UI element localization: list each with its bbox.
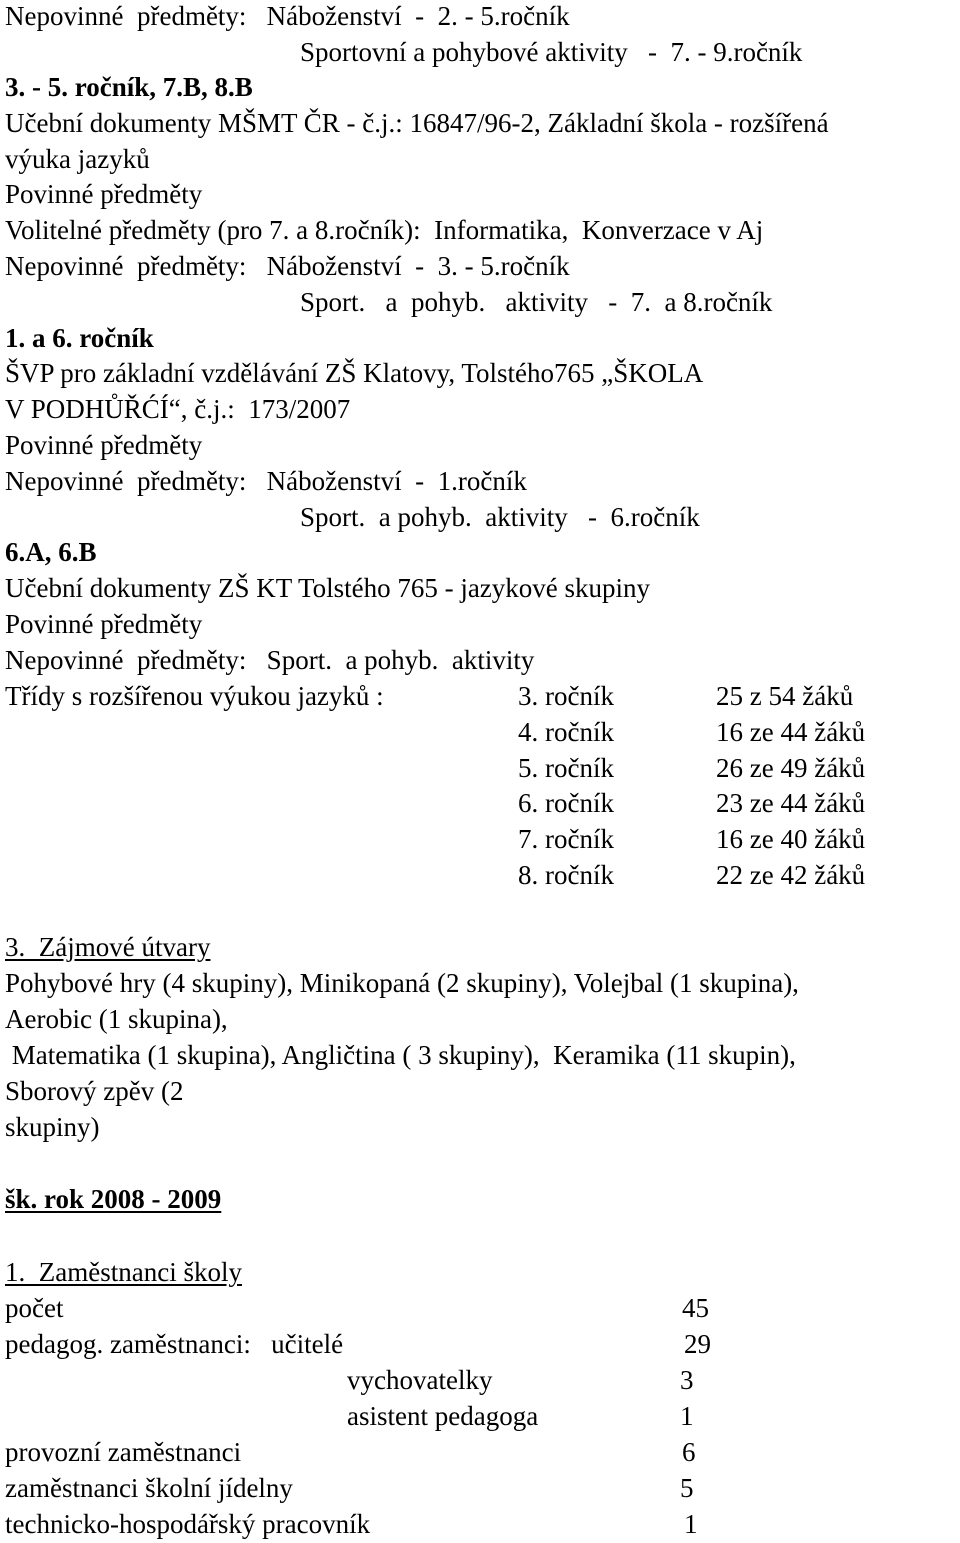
asistent-value: 1 (680, 1401, 694, 1431)
school-year-heading: šk. rok 2008 - 2009 (5, 1184, 222, 1214)
nepovinne-predmety-line: Nepovinné předměty: Náboženství - 2. - 5.ročník (5, 1, 570, 31)
tridy-zaci: 16 ze 40 žáků (716, 824, 866, 854)
zajmove-text-line: Sborový zpěv (2 (5, 1076, 184, 1106)
jidelna-label: zaměstnanci školní jídelny (5, 1473, 293, 1503)
ucebni-dokumenty-line-cont: výuka jazyků (5, 144, 150, 174)
technicko-label: technicko-hospodářský pracovník (5, 1509, 371, 1539)
pocet-value: 45 (682, 1293, 709, 1323)
tridy-rocnik: 7. ročník (518, 824, 614, 854)
ucebni-dokumenty-line: Učební dokumenty MŠMT ČR - č.j.: 16847/96-2, Základní škola - rozšířená (5, 108, 829, 138)
pedagog-value: 29 (684, 1329, 711, 1359)
provozni-value: 6 (682, 1437, 696, 1467)
zajmove-text-line: skupiny) (5, 1112, 100, 1142)
zajmove-text-line: Pohybové hry (4 skupiny), Minikopaná (2 skupiny), Volejbal (1 skupina), (5, 968, 799, 998)
sportovni-aktivity-line: Sportovní a pohybové aktivity - 7. - 9.ročník (300, 37, 803, 67)
provozni-label: provozní zaměstnanci (5, 1437, 242, 1467)
technicko-value: 1 (684, 1509, 698, 1539)
tridy-rocnik: 8. ročník (518, 860, 614, 890)
svp-line-cont: V PODHŮŘĆÍ“, č.j.: 173/2007 (5, 394, 351, 424)
tridy-rocnik: 6. ročník (518, 788, 614, 818)
vychovatelky-value: 3 (680, 1365, 694, 1395)
section-heading-1-6-rocnik: 1. a 6. ročník (5, 323, 154, 353)
nepovinne-predmety-line: Nepovinné předměty: Sport. a pohyb. aktivity (5, 645, 535, 675)
tridy-rocnik: 4. ročník (518, 717, 614, 747)
tridy-zaci: 25 z 54 žáků (716, 681, 854, 711)
tridy-label: Třídy s rozšířenou výukou jazyků : (5, 681, 384, 711)
section-heading-3-5-rocnik: 3. - 5. ročník, 7.B, 8.B (5, 72, 253, 102)
volitelne-predmety-line: Volitelné předměty (pro 7. a 8.ročník): Informatika, Konverzace v Aj (5, 215, 764, 245)
asistent-label: asistent pedagoga (347, 1401, 539, 1431)
tridy-zaci: 26 ze 49 žáků (716, 753, 866, 783)
tridy-zaci: 22 ze 42 žáků (716, 860, 866, 890)
zamestnanci-heading: 1. Zaměstnanci školy (5, 1257, 242, 1287)
povinne-predmety-label: Povinné předměty (5, 430, 203, 460)
zajmove-text-line: Aerobic (1 skupina), (5, 1004, 228, 1034)
tridy-zaci: 23 ze 44 žáků (716, 788, 866, 818)
povinne-predmety-label: Povinné předměty (5, 609, 203, 639)
ucebni-dokumenty-line: Učební dokumenty ZŠ KT Tolstého 765 - jazykové skupiny (5, 573, 651, 603)
tridy-zaci: 16 ze 44 žáků (716, 717, 866, 747)
povinne-predmety-label: Povinné předměty (5, 179, 203, 209)
nepovinne-predmety-line: Nepovinné předměty: Náboženství - 3. - 5.ročník (5, 251, 570, 281)
tridy-rocnik: 5. ročník (518, 753, 614, 783)
pedagog-label: pedagog. zaměstnanci: učitelé (5, 1329, 344, 1359)
tridy-rocnik: 3. ročník (518, 681, 614, 711)
nepovinne-predmety-line: Nepovinné předměty: Náboženství - 1.ročník (5, 466, 527, 496)
jidelna-value: 5 (680, 1473, 694, 1503)
zajmove-text-line: Matematika (1 skupina), Angličtina ( 3 skupiny), Keramika (11 skupin), (5, 1040, 796, 1070)
sport-aktivity-line: Sport. a pohyb. aktivity - 6.ročník (300, 502, 700, 532)
section-heading-6a-6b: 6.A, 6.B (5, 537, 97, 567)
vychovatelky-label: vychovatelky (347, 1365, 493, 1395)
svp-line: ŠVP pro základní vzdělávání ZŠ Klatovy, Tolstého765 „ŠKOLA (5, 358, 704, 388)
pocet-label: počet (5, 1293, 64, 1323)
zajmove-utvary-heading: 3. Zájmové útvary (5, 932, 211, 962)
sport-aktivity-line: Sport. a pohyb. aktivity - 7. a 8.ročník (300, 287, 773, 317)
